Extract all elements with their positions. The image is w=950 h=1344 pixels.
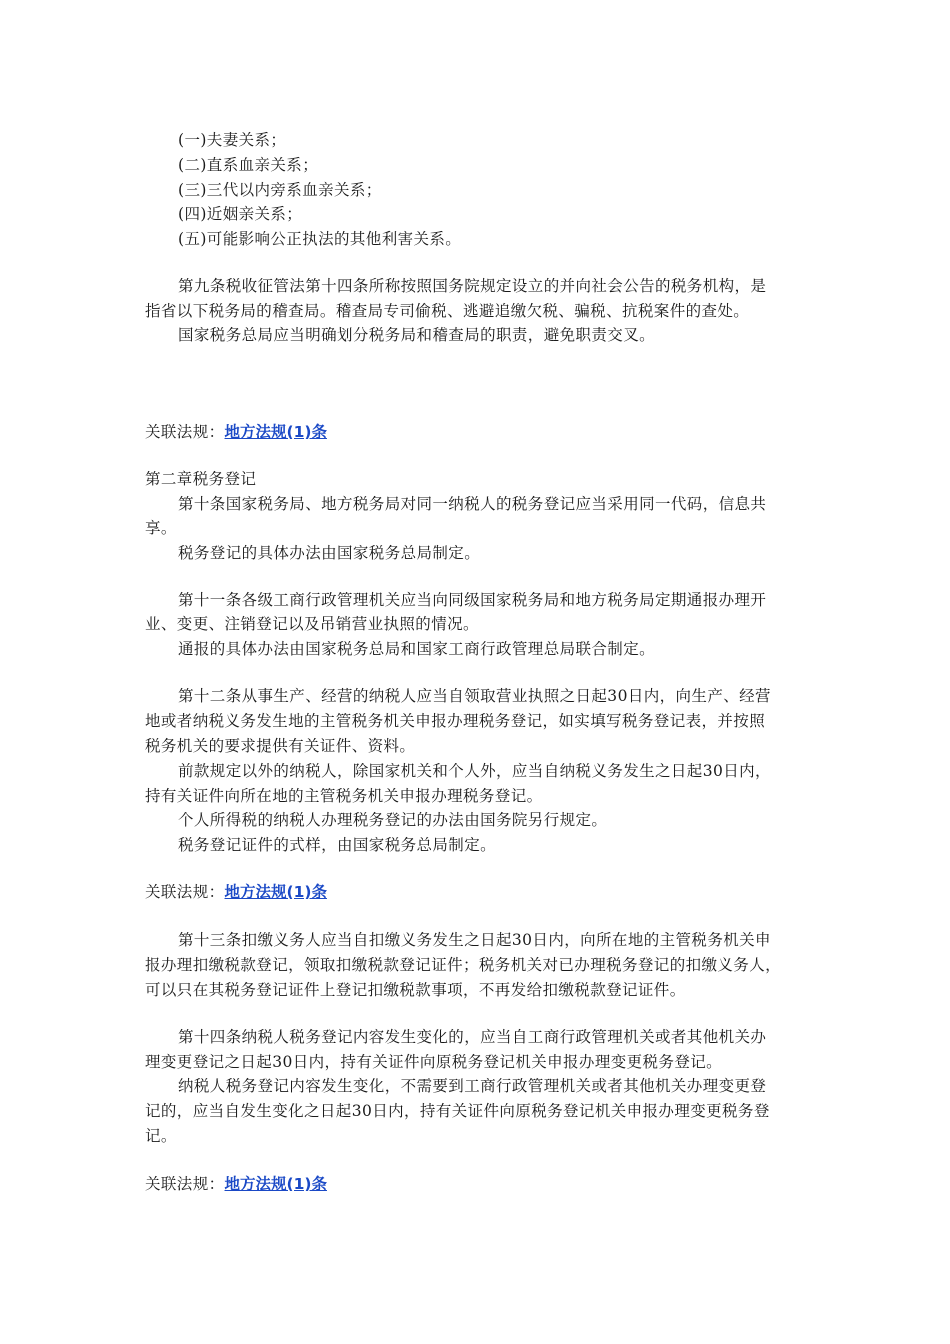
article-14-line-3: 纳税人税务登记内容发生变化，不需要到工商行政管理机关或者其他机关办理变更登	[178, 1077, 767, 1095]
related-link[interactable]: 地方法规(1)条	[224, 423, 327, 441]
article-10-line-2: 享。	[145, 519, 177, 537]
article-9-line-3: 国家税务总局应当明确划分税务局和稽查局的职责，避免职责交叉。	[178, 326, 656, 344]
article-12-line-4: 前款规定以外的纳税人，除国家机关和个人外，应当自纳税义务发生之日起30日内，	[178, 762, 771, 780]
list-item: (四)近姻亲关系；	[178, 205, 303, 223]
list-item: (二)直系血亲关系；	[178, 156, 319, 174]
article-9-line-1: 第九条税收征管法第十四条所称按照国务院规定设立的并向社会公告的税务机构，是	[178, 277, 767, 295]
article-12-line-6: 个人所得税的纳税人办理税务登记的办法由国务院另行规定。	[178, 811, 608, 829]
list-item: (五)可能影响公正执法的其他利害关系。	[178, 230, 462, 248]
article-12-line-5: 持有关证件向所在地的主管税务机关申报办理税务登记。	[145, 787, 543, 805]
article-11-line-1: 第十一条各级工商行政管理机关应当向同级国家税务局和地方税务局定期通报办理开	[178, 591, 767, 609]
related-label: 关联法规：	[145, 423, 225, 441]
article-13-line-2: 报办理扣缴税款登记，领取扣缴税款登记证件；税务机关对已办理税务登记的扣缴义务人，	[145, 956, 782, 974]
article-14-line-4: 记的，应当自发生变化之日起30日内，持有关证件向原税务登记机关申报办理变更税务登	[145, 1102, 770, 1120]
article-10-line-1: 第十条国家税务局、地方税务局对同一纳税人的税务登记应当采用同一代码，信息共	[178, 495, 767, 513]
related-label: 关联法规：	[145, 883, 225, 901]
related-link[interactable]: 地方法规(1)条	[224, 883, 327, 901]
article-11-line-2: 业、变更、注销登记以及吊销营业执照的情况。	[145, 615, 479, 633]
article-13-line-1: 第十三条扣缴义务人应当自扣缴义务发生之日起30日内，向所在地的主管税务机关申	[178, 931, 771, 949]
article-12-line-1: 第十二条从事生产、经营的纳税人应当自领取营业执照之日起30日内，向生产、经营	[178, 687, 771, 705]
related-regulations	[145, 880, 327, 904]
list-item: (一)夫妻关系；	[178, 131, 287, 149]
article-12-line-7: 税务登记证件的式样，由国家税务总局制定。	[178, 836, 497, 854]
article-14-line-2: 理变更登记之日起30日内，持有关证件向原税务登记机关申报办理变更税务登记。	[145, 1053, 723, 1071]
chapter-heading: 第二章税务登记	[145, 470, 257, 488]
article-9-line-2: 指省以下税务局的稽查局。稽查局专司偷税、逃避追缴欠税、骗税、抗税案件的查处。	[145, 302, 750, 320]
article-12-line-2: 地或者纳税义务发生地的主管税务机关申报办理税务登记，如实填写税务登记表，并按照	[145, 712, 766, 730]
related-regulations	[145, 420, 327, 444]
article-14-line-1: 第十四条纳税人税务登记内容发生变化的，应当自工商行政管理机关或者其他机关办	[178, 1028, 767, 1046]
article-12-line-3: 税务机关的要求提供有关证件、资料。	[145, 737, 416, 755]
related-link[interactable]: 地方法规(1)条	[224, 1175, 327, 1193]
related-label: 关联法规：	[145, 1175, 225, 1193]
article-13-line-3: 可以只在其税务登记证件上登记扣缴税款事项，不再发给扣缴税款登记证件。	[145, 981, 686, 999]
list-item: (三)三代以内旁系血亲关系；	[178, 181, 382, 199]
related-regulations	[145, 1172, 327, 1196]
article-11-line-3: 通报的具体办法由国家税务总局和国家工商行政管理总局联合制定。	[178, 640, 656, 658]
article-14-line-5: 记。	[145, 1127, 177, 1145]
article-10-line-3: 税务登记的具体办法由国家税务总局制定。	[178, 544, 481, 562]
